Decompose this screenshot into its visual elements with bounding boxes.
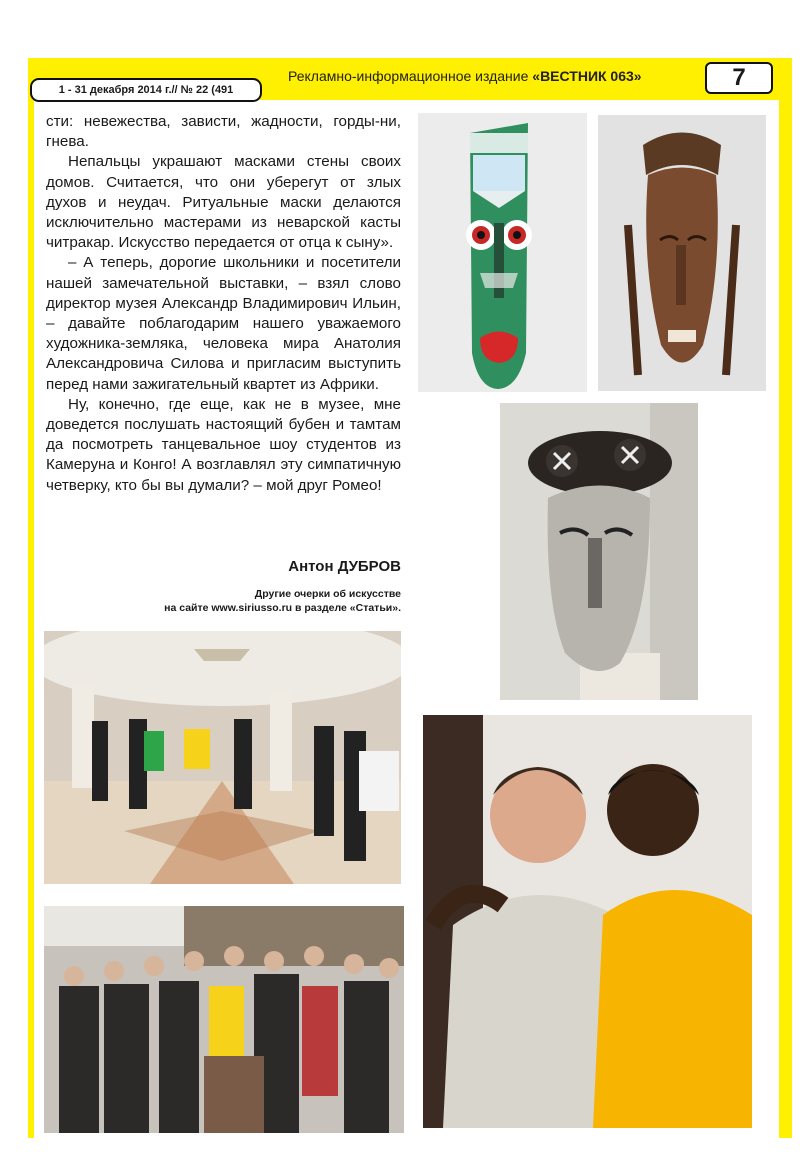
photo-black-white-mask [500, 403, 698, 700]
photo-dancers-hall [44, 631, 401, 884]
paragraph-4: Ну, конечно, где еще, как не в музее, мне доведется послушать настоящий бубен и тамтам да посмотреть танцевальное шоу студентов из Камеруна и Конго! А возглавлял эту симпатичную четверку, кто бы вы думали? – мой друг Ромео! [46, 395, 401, 494]
photo-green-mask [418, 113, 587, 392]
masthead-title: «ВЕСТНИК 063» [532, 68, 642, 84]
masthead [288, 68, 642, 84]
photo-wooden-mask [598, 115, 766, 391]
right-margin-band [779, 58, 792, 1138]
paragraph-1: сти: невежества, зависти, жадности, горды-ни, гнева. [46, 113, 401, 151]
issue-date: 1 - 31 декабря 2014 г.// № 22 (491 [30, 78, 262, 102]
article-text [46, 112, 401, 496]
photo-group [44, 906, 404, 1133]
website-note-line-2: на сайте www.siriusso.ru в разделе «Статьи». [164, 602, 401, 614]
masthead-prefix: Рекламно-информационное издание [288, 68, 533, 84]
left-margin-band [28, 95, 34, 1138]
paragraph-3: – А теперь, дорогие школьники и посетители нашей замечательной выставки, – взял слово директор музея Александр Владимирович Ильин, – давайте поблагодарим нашего уважаемого художника-земляка, человека мира Анатолия Александровича Силова и пригласим выступить перед нами зажигательный квартет из Африки. [46, 254, 401, 393]
page-number: 7 [705, 62, 773, 94]
paragraph-2: Непальцы украшают масками стены своих домов. Считается, что они уберегут от злых духов и неудач. Ритуальные маски делаются исключительно мастерами из неварской касты читракар. Искусство передается от отца к сыну». [46, 153, 401, 252]
photo-two-men [423, 715, 752, 1128]
website-note [46, 587, 401, 615]
website-note-line-1: Другие очерки об искусстве [254, 588, 401, 600]
author-name: Антон ДУБРОВ [288, 558, 401, 575]
